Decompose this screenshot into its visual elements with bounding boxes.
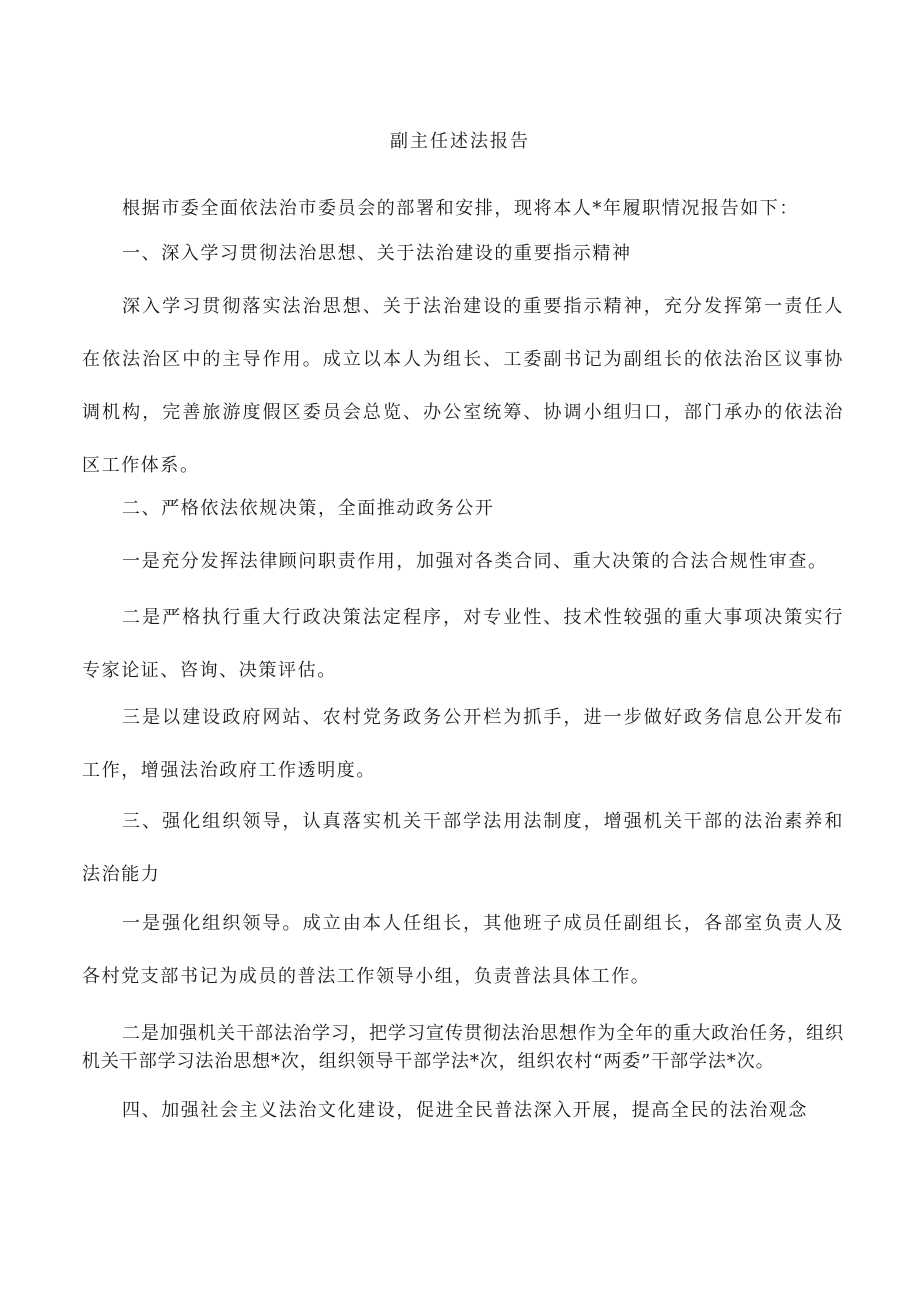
heading-section-3: 三、强化组织领导，认真落实机关干部学法用法制度，增强机关干部的法治素养和法治能力 bbox=[82, 811, 844, 885]
document-title: 副主任述法报告 bbox=[390, 131, 530, 152]
heading-section-4: 四、加强社会主义法治文化建设，促进全民普法深入开展，提高全民的法治观念 bbox=[122, 1100, 808, 1121]
heading-section-1: 一、深入学习贯彻法治思想、关于法治建设的重要指示精神 bbox=[122, 243, 632, 264]
paragraph-section-3-item-1: 一是强化组织领导。成立由本人任组长，其他班子成员任副组长，各部室负责人及各村党支部书记为成员的普法工作领导小组，负责普法具体工作。 bbox=[82, 913, 844, 987]
heading-section-2: 二、严格依法依规决策，全面推动政务公开 bbox=[122, 498, 495, 519]
paragraph-section-2-item-3: 三是以建设政府网站、农村党务政务公开栏为抓手，进一步做好政务信息公开发布工作，增强法治政府工作透明度。 bbox=[82, 707, 844, 781]
paragraph-intro: 根据市委全面依法治市委员会的部署和安排，现将本人*年履职情况报告如下： bbox=[122, 198, 799, 219]
paragraph-section-1-body: 深入学习贯彻落实法治思想、关于法治建设的重要指示精神，充分发挥第一责任人在依法治区中的主导作用。成立以本人为组长、工委副书记为副组长的依法治区议事协调机构，完善旅游度假区委员会总览、办公室统筹、协调小组归口，部门承办的依法治区工作体系。 bbox=[82, 296, 844, 476]
paragraph-section-2-item-2: 二是严格执行重大行政决策法定程序，对专业性、技术性较强的重大事项决策实行专家论证、咨询、决策评估。 bbox=[82, 607, 844, 681]
paragraph-section-2-item-1: 一是充分发挥法律顾问职责作用，加强对各类合同、重大决策的合法合规性审查。 bbox=[122, 551, 828, 572]
paragraph-section-3-item-2: 二是加强机关干部法治学习，把学习宣传贯彻法治思想作为全年的重大政治任务，组织机关干部学习法治思想*次，组织领导干部学法*次，组织农村“两委”干部学法*次。 bbox=[82, 1023, 844, 1072]
